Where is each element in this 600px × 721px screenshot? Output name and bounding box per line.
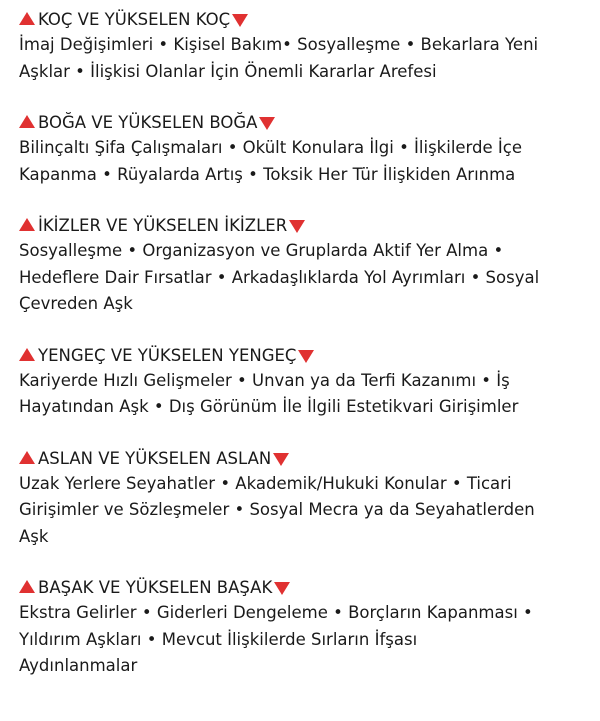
body-line: Hayatından Aşk • Dış Görünüm İle İlgili Estetikvari Girişimler [19,397,519,416]
body-line: Çevreden Aşk [19,294,133,313]
body-line: Bilinçaltı Şifa Çalışmaları • Okült Konulara İlgi • İlişkilerde İçe [19,138,523,157]
section-title: BAŞAK VE YÜKSELEN BAŞAK [38,578,273,597]
section-yengec [19,343,588,421]
section-heading [19,7,588,32]
section-body [19,471,588,551]
body-line: İmaj Değişimleri • Kişisel Bakım• Sosyalleşme • Bekarlara Yeni [19,35,539,54]
section-body [19,368,588,421]
section-koc [19,7,588,85]
section-title: İKİZLER VE YÜKSELEN İKİZLER [38,216,288,235]
body-line: Aşk [19,526,49,546]
section-boga [19,110,588,188]
red-triangle-up-icon [19,451,35,464]
section-basak [19,575,588,680]
body-line: Girişimler ve Sözleşmeler • Sosyal Mecra ya da Seyahatlerden [19,500,535,519]
body-line: Uzak Yerlere Seyahatler • Akademik/Hukuki Konular • Ticari [19,473,512,493]
body-line: Aydınlanmalar [19,656,138,675]
section-heading [19,575,588,600]
section-aslan [19,446,588,551]
section-heading [19,446,588,471]
body-line: Ekstra Gelirler • Giderleri Dengeleme • Borçların Kapanması • [19,603,533,622]
red-triangle-down-icon [274,582,290,595]
red-triangle-down-icon [298,350,314,363]
body-line: Hedeflere Dair Fırsatlar • Arkadaşlıklarda Yol Ayrımları • Sosyal [19,267,540,287]
section-heading [19,110,588,135]
section-heading [19,343,588,368]
red-triangle-up-icon [19,580,35,593]
section-title: ASLAN VE YÜKSELEN ASLAN [38,448,272,468]
body-line: Yıldırım Aşkları • Mevcut İlişkilerde Sırların İfşası [19,629,418,649]
section-title: YENGEÇ VE YÜKSELEN YENGEÇ [38,345,297,365]
body-line: Aşklar • İlişkisi Olanlar İçin Önemli Kararlar Arefesi [19,61,437,81]
section-body [19,600,588,680]
red-triangle-down-icon [289,220,305,233]
body-line: Sosyalleşme • Organizasyon ve Gruplarda Aktif Yer Alma • [19,241,504,260]
body-line: Kapanma • Rüyalarda Artış • Toksik Her Tür İlişkiden Arınma [19,164,516,184]
section-ikizler [19,213,588,318]
red-triangle-down-icon [259,117,275,130]
red-triangle-up-icon [19,12,35,25]
section-title: KOÇ VE YÜKSELEN KOÇ [38,10,231,29]
body-line: Kariyerde Hızlı Gelişmeler • Unvan ya da Terfi Kazanımı • İş [19,370,510,390]
red-triangle-up-icon [19,115,35,128]
red-triangle-down-icon [273,453,289,466]
section-body [19,32,588,85]
section-body [19,238,588,318]
red-triangle-up-icon [19,218,35,231]
section-body [19,135,588,188]
red-triangle-down-icon [232,14,248,27]
section-heading [19,213,588,238]
section-title: BOĞA VE YÜKSELEN BOĞA [38,113,258,132]
red-triangle-up-icon [19,348,35,361]
